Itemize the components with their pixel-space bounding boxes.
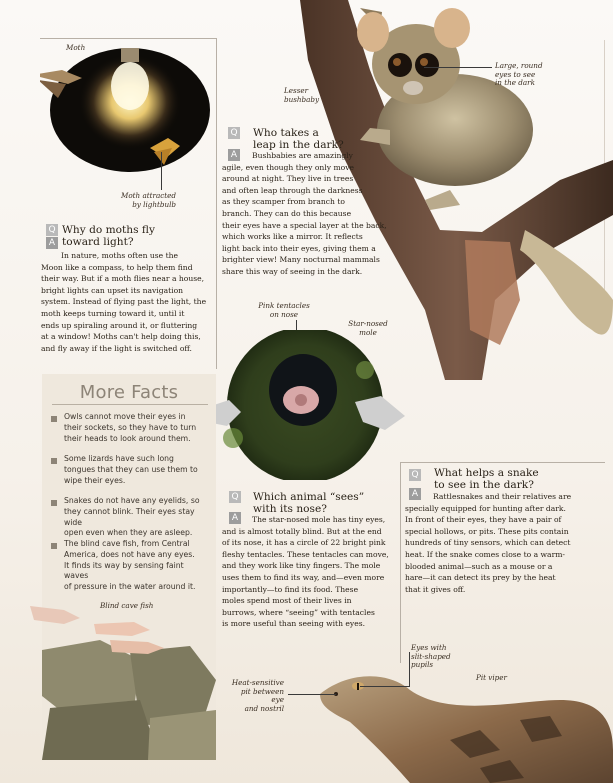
star-nosed-mole-image (205, 327, 410, 480)
bushbaby-question-line1: Who takes a (253, 127, 319, 139)
fact-line: tongues that they can use them to (64, 464, 198, 474)
mole-answer-line: burrows, where “seeing” with tentacles (222, 607, 375, 617)
caption-slit-line3: pupils (411, 660, 434, 669)
moth-pointer (161, 152, 162, 190)
snake-question-line2: to see in the dark? (434, 479, 534, 491)
caption-starnosed-line1: Star-nosed (348, 319, 388, 328)
caption-tentacles (254, 302, 314, 319)
mole-answer (222, 514, 397, 630)
bushbaby-answer-line: which works like a mirror. It reflects (222, 232, 363, 242)
eyes-pointer (424, 67, 492, 68)
caption-slit-line2: slit-shaped (411, 651, 451, 661)
fact-line: It finds its way by sensing faint waves (64, 560, 184, 581)
fact-bullet-2 (51, 458, 57, 464)
caption-starnosed-line2: mole (359, 327, 377, 337)
caption-tentacles-line2: on nose (269, 309, 299, 319)
bushbaby-answer-line: agile, even though they only move (222, 162, 355, 172)
fact-bullet-3 (51, 500, 57, 506)
snake-question-title (434, 467, 539, 491)
fact-item-owls (64, 412, 210, 444)
moth-answer-line: at a window! Moths can't help doing this, (41, 332, 201, 342)
snake-question-line1: What helps a snake (434, 467, 539, 479)
moth-answer-line: system. Instead of flying past the light, the (41, 297, 207, 307)
snake-answer-line: hundreds of tiny sensors, which can detect (405, 538, 571, 548)
mole-answer-line: and is almost totally blind. But at the end (222, 526, 382, 536)
more-facts-title: More Facts (79, 382, 179, 403)
bushbaby-answer (222, 150, 432, 278)
fact-line: of pressure in the water around it. (64, 582, 196, 592)
fact-item-snakes (64, 496, 210, 539)
more-facts-underline (52, 404, 208, 405)
snake-answer-line: heat. If the snake comes close to a warm- (405, 549, 565, 559)
mole-question-line1: Which animal “sees” (253, 491, 365, 503)
moth-question-line1: Why do moths fly (62, 224, 155, 236)
mole-answer-line: and they work like tiny fingers. The mole (222, 561, 381, 571)
moth-a-icon: A (46, 237, 58, 249)
fact-bullet-1 (51, 416, 57, 422)
caption-moth-attracted (112, 192, 176, 209)
fact-line: they cannot blink. Their eyes stay wide (64, 506, 195, 527)
mole-q-icon: Q (229, 491, 241, 503)
fact-line: their heads to look around them. (64, 433, 191, 443)
bushbaby-answer-line: share this way of seeing in the dark. (222, 266, 363, 276)
caption-heat-pit (228, 679, 284, 713)
slit-pointer-v (409, 652, 410, 686)
fact-line: their sockets, so they have to turn (64, 422, 197, 432)
fact-line: America, does not have any eyes. (64, 549, 195, 559)
mole-question-line2: with its nose? (253, 503, 327, 515)
fact-item-lizards (64, 454, 210, 486)
moth-question-title (62, 224, 155, 248)
cave-fish-rocks-image (30, 600, 216, 760)
snake-answer-line: hare—it can detect its prey by the heat (405, 573, 556, 583)
caption-heat-line3: and nostril (244, 703, 284, 713)
caption-bushbaby (284, 87, 319, 104)
caption-moth-attracted-line2: by lightbulb (132, 199, 176, 209)
moth-answer (41, 250, 213, 354)
mole-a-icon: A (229, 512, 241, 524)
caption-heat-line1: Heat-sensitive (231, 678, 284, 687)
bushbaby-answer-line: their eyes have a special layer at the back, (222, 220, 387, 230)
moth-answer-line: ends up spiraling around it, or fluttering (41, 320, 198, 330)
fact-line: Snakes do not have any eyelids, so (64, 496, 200, 505)
snake-a-icon: A (409, 488, 421, 500)
caption-tentacles-line1: Pink tentacles (258, 301, 310, 310)
fact-line: Owls cannot move their eyes in (64, 412, 186, 421)
mole-answer-line: is more useful than seeing with eyes. (222, 619, 366, 629)
caption-eyes-line1: Large, round (495, 61, 543, 70)
caption-moth-attracted-line1: Moth attracted (120, 191, 176, 200)
snake-answer (405, 491, 605, 595)
caption-bushbaby-line2: bushbaby (284, 94, 320, 104)
mole-answer-line: fleshy tentacles. These tentacles can move, (222, 549, 389, 559)
bushbaby-question-title (253, 127, 344, 151)
bushbaby-answer-line: as they scamper from branch to (222, 197, 345, 207)
fact-item-cavefish (64, 539, 210, 593)
caption-eyes-line3: in the dark (495, 78, 535, 87)
mole-answer-line: of its nose, it has a circle of 22 bright pink (222, 538, 386, 548)
fact-bullet-4 (51, 543, 57, 549)
moth-answer-line: moth keeps turning toward it, until it (41, 308, 185, 318)
fact-line: wipe their eyes. (64, 475, 126, 485)
caption-pitviper: Pit viper (476, 673, 507, 682)
moth-answer-line: and fly away if the light is switched off. (41, 343, 192, 353)
bushbaby-answer-line: and often leap through the darkness (222, 185, 363, 195)
snake-q-icon: Q (409, 469, 421, 481)
moth-lightbulb-image (40, 40, 210, 190)
mole-answer-line: uses them to find its way, and—even more (222, 572, 385, 582)
snake-answer-line: Rattlesnakes and their relatives are (433, 492, 572, 501)
bushbaby-answer-line: light back into their eyes, giving them a (222, 243, 376, 253)
snake-answer-line: blooded animal—such as a mouse or a (405, 561, 553, 571)
bushbaby-answer-line: around at night. They live in trees (222, 174, 354, 184)
moth-q-icon: Q (46, 224, 58, 236)
moth-answer-line: their way. But if a moth flies near a house, (41, 274, 205, 284)
mole-answer-line: The star-nosed mole has tiny eyes, (252, 515, 386, 524)
pit-viper-image (300, 660, 613, 783)
caption-slit-line1: Eyes with (411, 643, 447, 652)
snake-answer-line: that it gives off. (405, 584, 466, 594)
snake-answer-line: specially equipped for hunting after dark. (405, 503, 566, 513)
moth-answer-line: Moon like a compass, to help them find (41, 262, 193, 272)
fact-line: Some lizards have such long (64, 454, 174, 463)
caption-eyes (495, 62, 543, 88)
mole-answer-line: importantly—to find its food. These (222, 584, 359, 594)
heat-pointer (288, 694, 336, 695)
snake-answer-line: In front of their eyes, they have a pair of (405, 515, 562, 525)
bushbaby-question-line2: leap in the dark? (253, 139, 344, 151)
bushbaby-q-icon: Q (228, 127, 240, 139)
slit-pointer-h (360, 686, 410, 687)
bushbaby-a-icon: A (228, 149, 240, 161)
moth-answer-line: bright lights can upset its navigation (41, 285, 184, 295)
caption-heat-line2: pit between eye (240, 686, 284, 704)
fact-line: open even when they are asleep. (64, 528, 193, 538)
mole-answer-line: moles spend most of their lives in (222, 596, 352, 606)
caption-slit-pupils (411, 644, 451, 670)
moth-answer-line: In nature, moths often use the (61, 251, 179, 260)
caption-cavefish: Blind cave fish (100, 601, 154, 610)
bushbaby-answer-line: brighter view! Many nocturnal mammals (222, 255, 380, 265)
caption-eyes-line2: eyes to see (495, 69, 536, 79)
caption-bushbaby-line1: Lesser (284, 86, 309, 95)
fact-line: The blind cave fish, from Central (64, 539, 190, 548)
caption-moth: Moth (66, 43, 86, 52)
bushbaby-answer-line: Bushbabies are amazingly (252, 151, 353, 160)
moth-question-line2: toward light? (62, 236, 134, 248)
snake-answer-line: special hollows, or pits. These pits contain (405, 526, 569, 536)
bushbaby-answer-line: branch. They can do this because (222, 208, 352, 218)
mole-question-title (253, 491, 364, 515)
